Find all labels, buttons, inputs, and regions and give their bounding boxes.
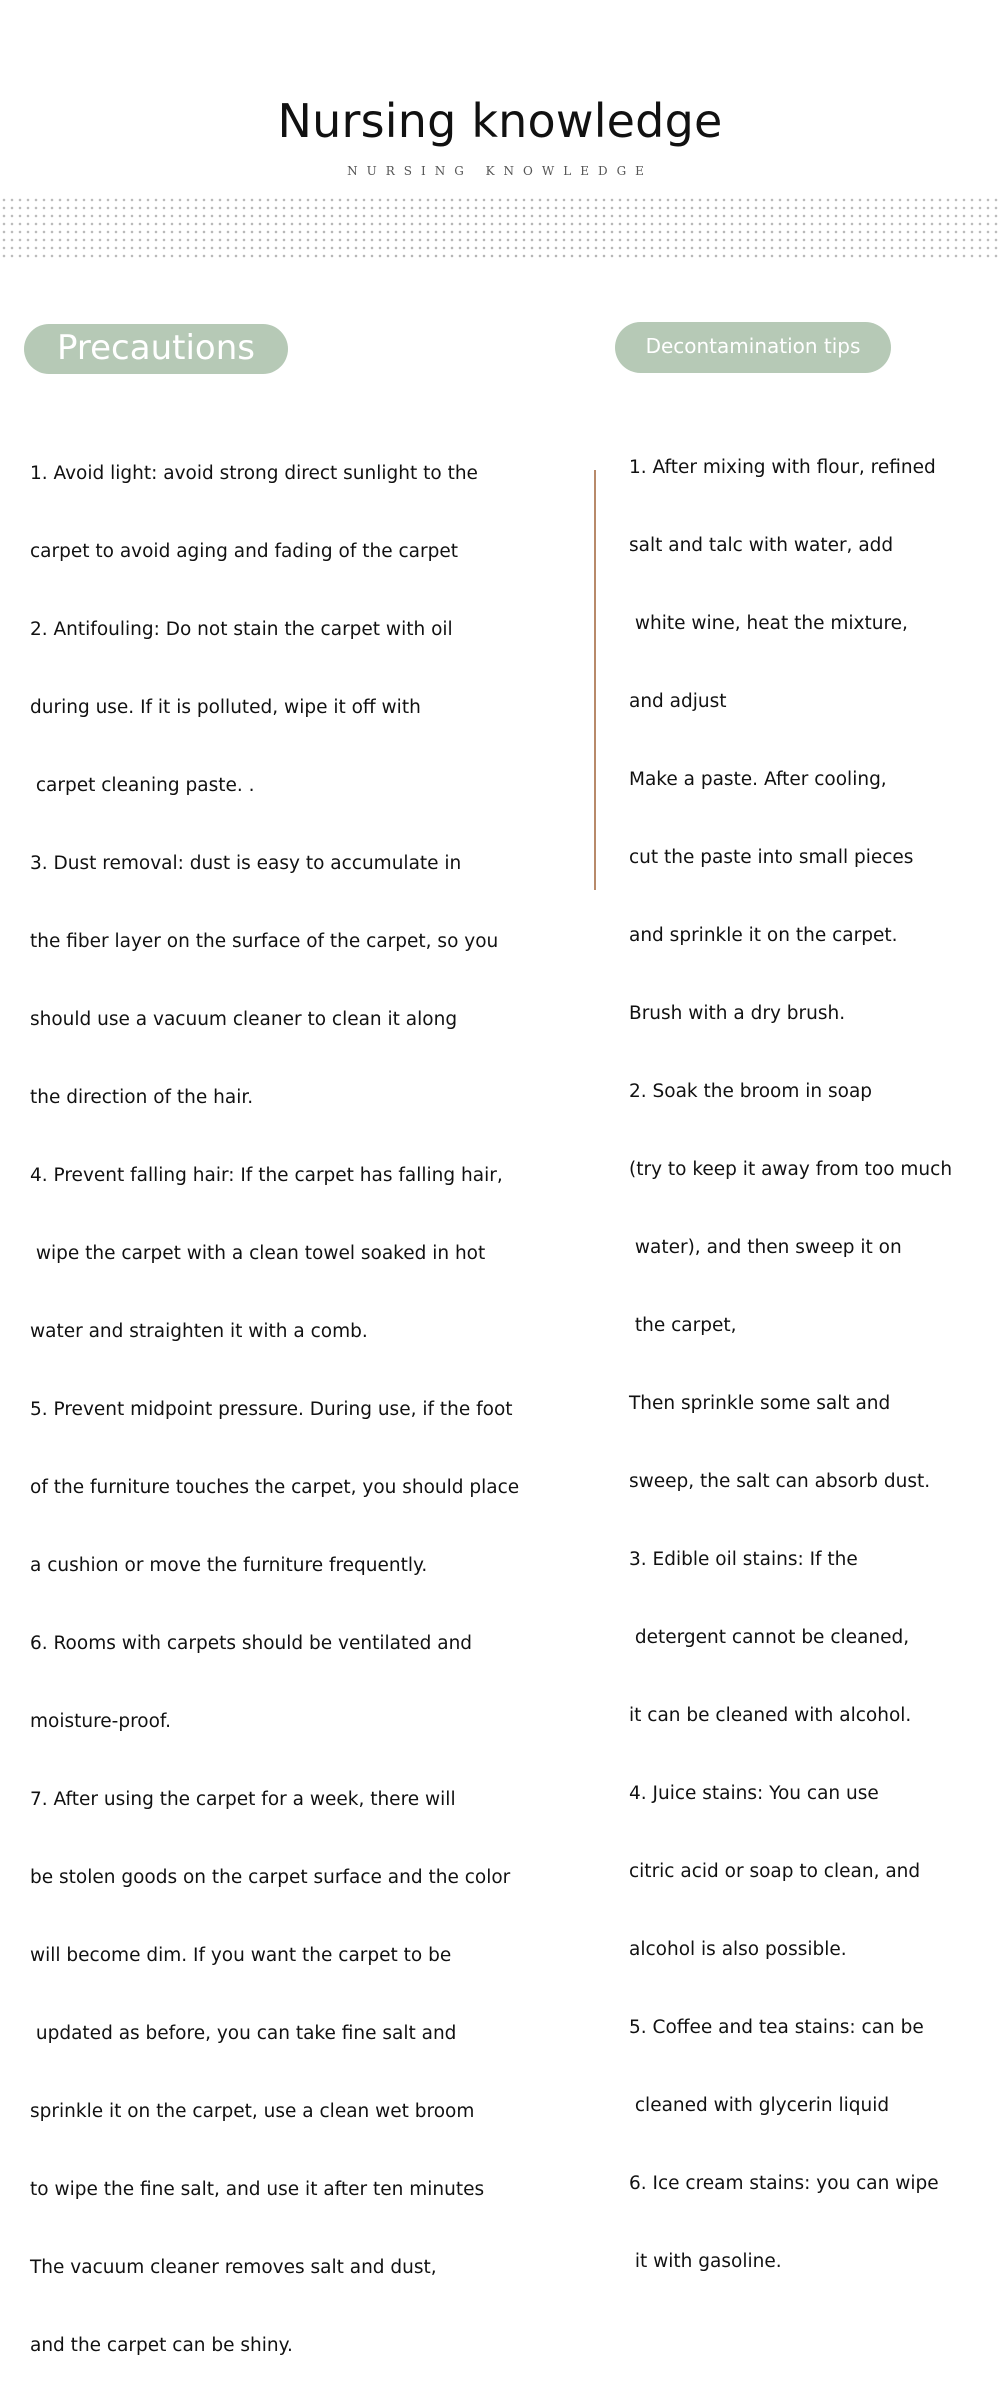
decontamination-list [629, 403, 952, 2301]
precautions-line: The vacuum cleaner removes salt and dust, [30, 2257, 437, 2278]
decontamination-line: detergent cannot be cleaned, [629, 1627, 910, 1648]
precautions-line: to wipe the fine salt, and use it after ten minutes [30, 2179, 485, 2200]
precautions-line: 7. After using the carpet for a week, there will [30, 1789, 456, 1810]
decontamination-line: Then sprinkle some salt and [629, 1393, 891, 1414]
decontamination-line: alcohol is also possible. [629, 1939, 847, 1960]
precautions-list [30, 409, 519, 2385]
decontamination-line: 6. Ice cream stains: you can wipe [629, 2173, 939, 2194]
decontamination-line: 5. Coffee and tea stains: can be [629, 2017, 924, 2038]
precautions-line: 1. Avoid light: avoid strong direct sunlight to the [30, 463, 478, 484]
decontamination-line: it can be cleaned with alcohol. [629, 1705, 912, 1726]
decontamination-line: and adjust [629, 691, 727, 712]
decontamination-line: sweep, the salt can absorb dust. [629, 1471, 931, 1492]
precautions-line: sprinkle it on the carpet, use a clean wet broom [30, 2101, 475, 2122]
precautions-line: moisture-proof. [30, 1711, 171, 1732]
precautions-line: the direction of the hair. [30, 1087, 254, 1108]
precautions-line: updated as before, you can take fine salt and [30, 2023, 457, 2044]
decontamination-tips-label: Decontamination tips [615, 322, 891, 373]
precautions-line: 3. Dust removal: dust is easy to accumulate in [30, 853, 462, 874]
decontamination-line: (try to keep it away from too much [629, 1159, 953, 1180]
decontamination-line: Make a paste. After cooling, [629, 769, 887, 790]
decontamination-line: 2. Soak the broom in soap [629, 1081, 873, 1102]
column-divider [594, 470, 596, 890]
precautions-line: of the furniture touches the carpet, you should place [30, 1477, 520, 1498]
page-subtitle: NURSING KNOWLEDGE [347, 164, 653, 178]
precautions-line: the fiber layer on the surface of the carpet, so you [30, 931, 499, 952]
precautions-line: should use a vacuum cleaner to clean it along [30, 1009, 458, 1030]
precautions-label: Precautions [24, 324, 288, 374]
precautions-line: will become dim. If you want the carpet to be [30, 1945, 452, 1966]
decontamination-line: citric acid or soap to clean, and [629, 1861, 921, 1882]
decontamination-line: cut the paste into small pieces [629, 847, 914, 868]
precautions-line: during use. If it is polluted, wipe it off with [30, 697, 421, 718]
decontamination-line: 1. After mixing with flour, refined [629, 457, 936, 478]
precautions-line: a cushion or move the furniture frequently. [30, 1555, 428, 1576]
decontamination-line: water), and then sweep it on [629, 1237, 902, 1258]
precautions-line: wipe the carpet with a clean towel soaked in hot [30, 1243, 486, 1264]
page-title: Nursing knowledge [277, 94, 723, 148]
decontamination-line: it with gasoline. [629, 2251, 782, 2272]
precautions-line: and the carpet can be shiny. [30, 2335, 293, 2356]
decontamination-line: and sprinkle it on the carpet. [629, 925, 898, 946]
precautions-line: 2. Antifouling: Do not stain the carpet with oil [30, 619, 453, 640]
precautions-line: 4. Prevent falling hair: If the carpet has falling hair, [30, 1165, 503, 1186]
dotted-pattern-divider [0, 196, 1000, 262]
decontamination-line: salt and talc with water, add [629, 535, 894, 556]
decontamination-line: 3. Edible oil stains: If the [629, 1549, 858, 1570]
decontamination-line: white wine, heat the mixture, [629, 613, 908, 634]
precautions-line: carpet cleaning paste. . [30, 775, 255, 796]
precautions-line: water and straighten it with a comb. [30, 1321, 368, 1342]
precautions-line: 6. Rooms with carpets should be ventilated and [30, 1633, 473, 1654]
precautions-line: be stolen goods on the carpet surface and the color [30, 1867, 511, 1888]
decontamination-line: cleaned with glycerin liquid [629, 2095, 890, 2116]
precautions-line: carpet to avoid aging and fading of the carpet [30, 541, 458, 562]
decontamination-line: the carpet, [629, 1315, 737, 1336]
precautions-line: 5. Prevent midpoint pressure. During use, if the foot [30, 1399, 513, 1420]
decontamination-line: Brush with a dry brush. [629, 1003, 846, 1024]
decontamination-line: 4. Juice stains: You can use [629, 1783, 879, 1804]
